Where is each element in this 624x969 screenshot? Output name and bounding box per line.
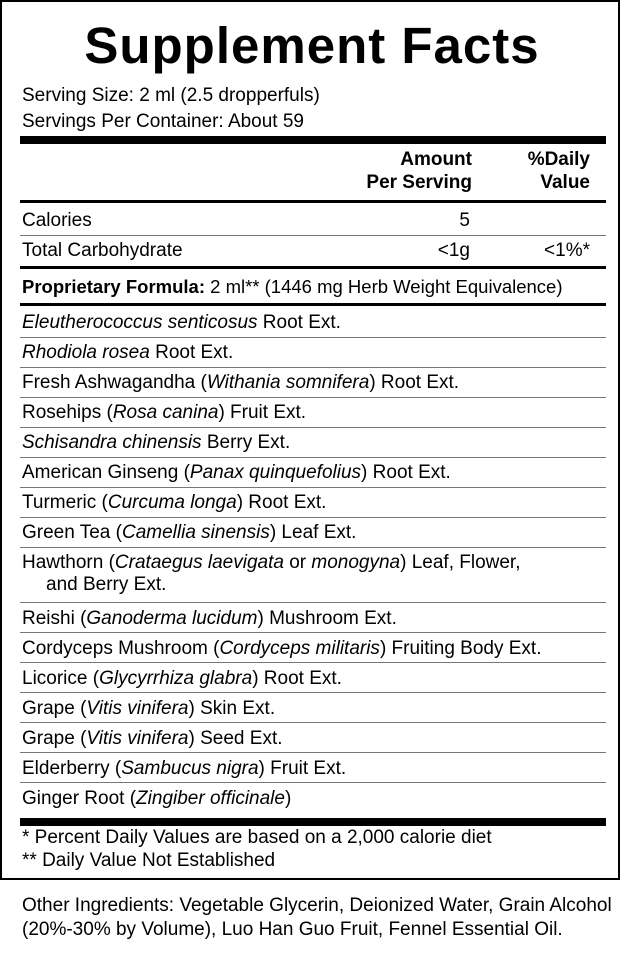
ingredient-latin-name: Eleutherococcus senticosus: [22, 312, 258, 333]
ingredient-row: [20, 492, 606, 514]
ingredient-row: [20, 608, 606, 630]
nutrient-amount: 5: [459, 210, 470, 231]
divider-thin: [20, 397, 606, 398]
ingredient-text: Green Tea (: [22, 522, 122, 543]
divider-thin: [20, 427, 606, 428]
divider-thin: [20, 752, 606, 753]
divider-thin: [20, 662, 606, 663]
divider-thin: [20, 722, 606, 723]
ingredient-latin-name: Panax quinquefolius: [189, 462, 362, 483]
ingredient-continuation: and Berry Ext.: [46, 574, 167, 595]
ingredient-text: Cordyceps Mushroom (: [22, 638, 220, 659]
ingredient-latin-name: Rhodiola rosea: [22, 342, 150, 363]
ingredient-text: ) Root Ext.: [252, 668, 342, 689]
ingredient-name: [20, 758, 346, 779]
proprietary-formula: [22, 276, 563, 298]
dv-header-line1: %Daily: [527, 149, 590, 170]
divider-thick: [20, 136, 606, 144]
divider-thin: [20, 337, 606, 338]
ingredient-row: [20, 668, 606, 690]
ingredient-name: [20, 492, 326, 513]
ingredient-latin-name: Ganoderma lucidum: [86, 608, 258, 629]
ingredient-name: [20, 552, 521, 573]
ingredient-latin-name: Sambucus nigra: [121, 758, 259, 779]
divider-thin: [20, 782, 606, 783]
ingredient-name: [20, 402, 306, 423]
ingredient-text: Rosehips (: [22, 402, 113, 423]
ingredient-name: [20, 342, 233, 363]
ingredient-name: [20, 462, 451, 483]
amount-header-line2: Per Serving: [366, 172, 472, 193]
ingredient-row: [20, 638, 606, 660]
ingredient-text: ) Fruiting Body Ext.: [379, 638, 542, 659]
ingredient-latin-name: Cordyceps militaris: [219, 638, 380, 659]
ingredient-text: Ginger Root (: [22, 788, 137, 809]
ingredient-latin-name: Curcuma longa: [107, 492, 237, 513]
nutrient-name: Total Carbohydrate: [22, 240, 183, 261]
ingredient-row: [20, 462, 606, 484]
ingredient-text: or: [283, 552, 312, 573]
ingredient-latin-name: Vitis vinifera: [86, 728, 189, 749]
ingredient-latin-name: Withania somnifera: [206, 372, 370, 393]
ingredient-row: [20, 552, 606, 596]
ingredient-name: [20, 638, 542, 659]
ingredient-text: ) Fruit Ext.: [218, 402, 307, 423]
ingredient-text: ) Root Ext.: [369, 372, 460, 393]
ingredient-text: Turmeric (: [22, 492, 108, 513]
ingredient-text: Grape (: [22, 698, 87, 719]
proprietary-label: Proprietary Formula:: [22, 276, 205, 297]
ingredient-name: [20, 522, 356, 543]
ingredient-latin-name: Rosa canina: [112, 402, 219, 423]
divider-thin: [20, 547, 606, 548]
ingredient-latin-name: Camellia sinensis: [121, 522, 270, 543]
ingredient-text: ) Skin Ext.: [188, 698, 276, 719]
ingredient-text: Root Ext.: [149, 342, 234, 363]
divider-thin: [20, 457, 606, 458]
divider-thin: [20, 692, 606, 693]
ingredient-name: [20, 668, 342, 689]
footnote-not-established: ** Daily Value Not Established: [22, 850, 276, 871]
ingredient-row: [20, 522, 606, 544]
ingredient-row: [20, 342, 606, 364]
ingredient-row: [20, 698, 606, 720]
divider-thin: [20, 487, 606, 488]
ingredient-name: [20, 608, 397, 629]
nutrient-amount: <1g: [437, 240, 470, 261]
ingredient-text: Fresh Ashwagandha (: [22, 372, 207, 393]
panel-title: Supplement Facts: [84, 17, 540, 74]
ingredient-latin-name: Crataegus laevigata: [114, 552, 284, 573]
ingredient-text: Reishi (: [22, 608, 87, 629]
ingredient-latin-name: Vitis vinifera: [86, 698, 189, 719]
divider-thin: [20, 632, 606, 633]
ingredient-row: [20, 432, 606, 454]
divider-thin: [20, 235, 606, 236]
amount-header: [302, 148, 472, 194]
ingredient-text: ): [284, 788, 292, 809]
ingredient-row: [20, 728, 606, 750]
ingredient-name: [20, 788, 291, 809]
servings-per-container: Servings Per Container: About 59: [22, 111, 305, 132]
nutrient-name: Calories: [22, 210, 92, 231]
ingredient-text: ) Seed Ext.: [188, 728, 283, 749]
ingredient-row: [20, 312, 606, 334]
ingredient-text: ) Root Ext.: [236, 492, 327, 513]
daily-value-header: [502, 148, 590, 194]
proprietary-value: 2 ml** (1446 mg Herb Weight Equivalence): [205, 276, 563, 297]
ingredient-text: Root Ext.: [257, 312, 341, 333]
amount-header-line1: Amount: [400, 149, 472, 170]
divider-medium: [20, 266, 606, 269]
divider-medium: [20, 200, 606, 203]
ingredient-text: Grape (: [22, 728, 87, 749]
ingredient-row: [20, 788, 606, 810]
divider-medium: [20, 303, 606, 306]
ingredient-text: American Ginseng (: [22, 462, 190, 483]
ingredient-text: Elderberry (: [22, 758, 122, 779]
ingredient-row: [20, 372, 606, 394]
ingredient-text: ) Leaf, Flower,: [400, 552, 521, 573]
ingredient-text: ) Leaf Ext.: [269, 522, 357, 543]
nutrient-daily-value: <1%*: [544, 240, 590, 261]
ingredient-row: [20, 402, 606, 424]
ingredient-row: [20, 758, 606, 780]
ingredient-name: [20, 312, 341, 333]
ingredient-text: Berry Ext.: [201, 432, 291, 453]
ingredient-latin-name: monogyna: [311, 552, 401, 573]
divider-thick: [20, 818, 606, 826]
dv-header-line2: Value: [540, 172, 590, 193]
ingredient-latin-name: Zingiber officinale: [136, 788, 285, 809]
ingredient-text: Licorice (: [22, 668, 100, 689]
divider-thin: [20, 602, 606, 603]
divider-thin: [20, 367, 606, 368]
divider-thin: [20, 517, 606, 518]
ingredient-name: [20, 728, 283, 749]
serving-size: Serving Size: 2 ml (2.5 dropperfuls): [22, 85, 320, 106]
other-ingredients: Other Ingredients: Vegetable Glycerin, Deionized Water, Grain Alcohol (20%-30% by Volume), Luo Han Guo Fruit, Fennel Essential Oil.: [22, 895, 612, 940]
ingredient-text: ) Mushroom Ext.: [257, 608, 397, 629]
ingredient-latin-name: Schisandra chinensis: [22, 432, 202, 453]
ingredient-name: [20, 432, 290, 453]
ingredient-name: [20, 372, 459, 393]
footnote-daily-values: * Percent Daily Values are based on a 2,000 calorie diet: [22, 827, 492, 848]
ingredient-latin-name: Glycyrrhiza glabra: [99, 668, 253, 689]
ingredient-text: ) Fruit Ext.: [258, 758, 347, 779]
ingredient-name: [20, 698, 275, 719]
ingredient-text: ) Root Ext.: [361, 462, 451, 483]
ingredient-text: Hawthorn (: [22, 552, 115, 573]
